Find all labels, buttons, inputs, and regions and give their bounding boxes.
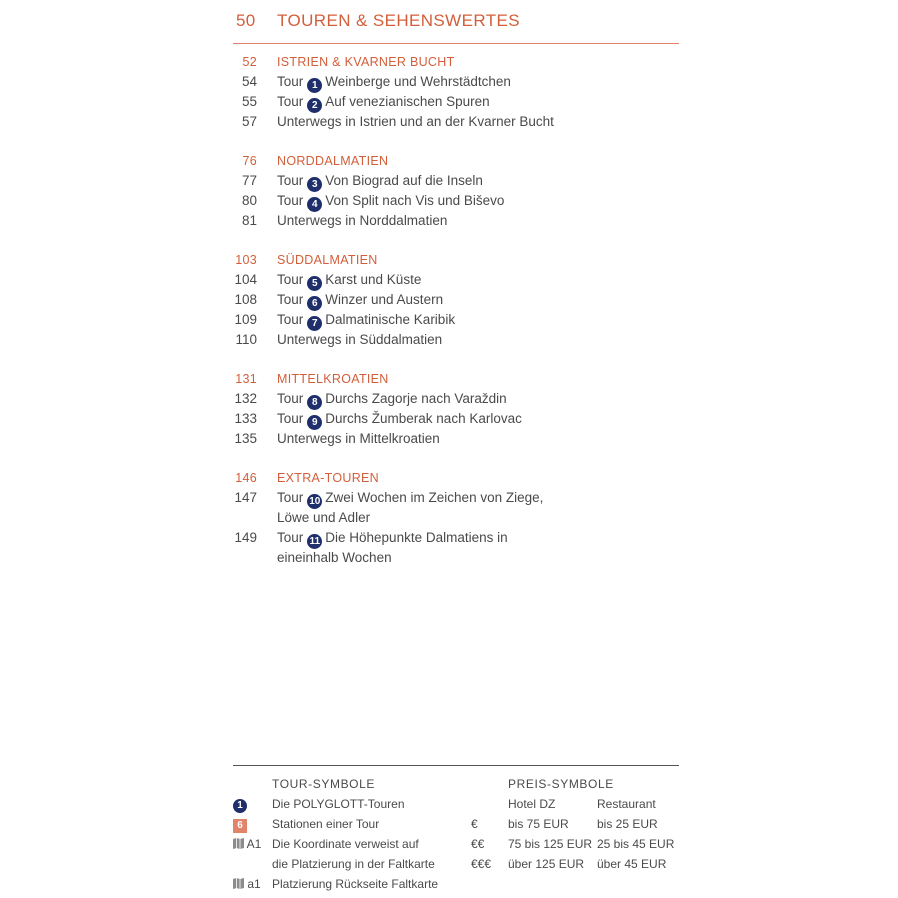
price-hotel-value: bis 75 EUR [508,817,569,831]
tour-number-icon: 1 [233,799,247,813]
header-page-number[interactable]: 50 [236,11,256,30]
legend-station-text: Stationen einer Tour [272,817,380,831]
entry-text-line [277,270,421,291]
legend-backside-text: Platzierung Rückseite Faltkarte [272,877,439,891]
toc-entry[interactable] [233,429,679,449]
entry-page-number: 77 [241,173,257,188]
toc-entry[interactable] [233,310,679,330]
header-title: TOUREN & SEHENSWERTES [277,11,520,30]
section-page-number: 52 [242,55,257,69]
tour-number-icon: 8 [307,395,322,410]
station-square-icon: 6 [233,819,247,833]
price-restaurant-value: 25 bis 45 EUR [597,837,675,851]
toc-section [233,369,679,449]
entry-page-number: 149 [234,530,257,545]
entry-text-line [277,409,522,430]
backside-coordinate-symbol: a1 [247,877,261,891]
entry-title: Zwei Wochen im Zeichen von Ziege, [325,490,544,505]
toc-entry[interactable] [233,270,679,290]
price-col-hotel: Hotel DZ [508,797,556,811]
entry-title: Durchs Zagorje nach Varaždin [325,391,507,406]
entry-text-line [277,528,508,549]
entry-title: Von Split nach Vis und Biševo [325,193,505,208]
legend-coordinate-text-cont: die Platzierung in der Faltkarte [272,857,435,871]
tour-number-icon: 7 [307,316,322,331]
folded-map-icon [233,838,244,849]
tour-label: Tour [277,193,304,208]
entry-title: Unterwegs in Mittelkroatien [277,431,440,446]
toc-entry[interactable] [233,112,679,132]
toc-entry-continuation [233,508,679,528]
toc-entry[interactable] [233,488,679,508]
legend-tour-circle-text: Die POLYGLOTT-Touren [272,797,405,811]
entry-title: Winzer und Austern [325,292,444,307]
price-symbol: €€ [471,837,485,851]
tour-number-icon: 1 [307,78,322,93]
tour-number-icon: 5 [307,276,322,291]
legend [233,765,679,895]
entry-page-number: 108 [234,292,257,307]
section-page-number: 131 [235,372,257,386]
entry-title-continuation: Löwe und Adler [277,510,371,525]
section-title: SÜDDALMATIEN [277,253,378,267]
toc-entry[interactable] [233,171,679,191]
tour-label: Tour [277,173,304,188]
entry-title: Von Biograd auf die Inseln [325,173,483,188]
toc-entry[interactable] [233,191,679,211]
entry-text-line [277,72,511,93]
entry-page-number: 81 [241,213,257,228]
tour-label: Tour [277,490,304,505]
toc-section [233,151,679,231]
tour-label: Tour [277,94,304,109]
folded-map-icon [233,878,244,889]
legend-tour-circle-row [233,794,247,814]
price-hotel-value: 75 bis 125 EUR [508,837,593,851]
entry-title-continuation: eineinhalb Wochen [277,550,392,565]
toc-entry[interactable] [233,72,679,92]
page-header [233,8,679,44]
entry-title: Unterwegs in Norddalmatien [277,213,448,228]
entry-title: Dalmatinische Karibik [325,312,456,327]
price-symbols-title: PREIS-SYMBOLE [508,777,614,791]
section-page-number: 146 [235,471,257,485]
entry-text-line [277,290,443,311]
section-heading[interactable] [233,151,679,171]
tour-number-icon: 10 [309,496,321,507]
price-restaurant-value: bis 25 EUR [597,817,658,831]
tour-label: Tour [277,530,304,545]
price-symbol: €€€ [471,857,492,871]
tour-number-icon: 2 [307,98,322,113]
entry-page-number: 133 [234,411,257,426]
entry-page-number: 147 [234,490,257,505]
toc-entry[interactable] [233,330,679,350]
legend-station-row [233,814,247,834]
section-page-number: 103 [235,253,257,267]
section-page-number: 76 [242,154,257,168]
entry-page-number: 132 [234,391,257,406]
tour-number-icon: 9 [307,415,322,430]
entry-text-line [277,112,554,132]
entry-page-number: 135 [234,431,257,446]
entry-page-number: 57 [241,114,257,129]
section-title: EXTRA-TOUREN [277,471,379,485]
entry-title: Durchs Žumberak nach Karlovac [325,411,522,426]
legend-coordinate-text: Die Koordinate verweist auf [272,837,419,851]
legend-backside-row [233,874,261,894]
toc-entry[interactable] [233,409,679,429]
section-title: MITTELKROATIEN [277,372,389,386]
price-restaurant-value: über 45 EUR [597,857,667,871]
entry-page-number: 54 [241,74,257,89]
legend-coordinate-row [233,834,261,854]
tour-label: Tour [277,272,304,287]
toc-section [233,468,679,568]
tour-label: Tour [277,411,304,426]
table-of-contents [233,52,679,587]
entry-page-number: 110 [235,332,257,347]
entry-text-line [277,191,504,212]
entry-title: Die Höhepunkte Dalmatiens in [325,530,508,545]
section-heading[interactable] [233,250,679,270]
entry-text-line [277,389,507,410]
entry-text-line [277,488,543,509]
toc-entry-continuation [233,548,679,568]
toc-entry[interactable] [233,92,679,112]
toc-entry[interactable] [233,389,679,409]
entry-title: Weinberge und Wehrstädtchen [325,74,511,89]
entry-text-line [277,171,483,192]
tour-number-icon: 6 [307,296,322,311]
tour-label: Tour [277,312,304,327]
tour-number-icon: 3 [307,177,322,192]
section-heading[interactable] [233,52,679,72]
entry-text-line [277,310,455,331]
entry-page-number: 104 [234,272,257,287]
tour-symbols-title: TOUR-SYMBOLE [272,777,375,791]
section-heading[interactable] [233,369,679,389]
entry-page-number: 109 [234,312,257,327]
entry-title: Karst und Küste [325,272,422,287]
section-heading[interactable] [233,468,679,488]
section-title: ISTRIEN & KVARNER BUCHT [277,55,455,69]
toc-entry[interactable] [233,290,679,310]
entry-text-line [277,211,447,231]
entry-text-line [277,92,490,113]
tour-label: Tour [277,391,304,406]
toc-entry[interactable] [233,211,679,231]
entry-page-number: 80 [241,193,257,208]
section-title: NORDDALMATIEN [277,154,389,168]
price-col-restaurant: Restaurant [597,797,656,811]
entry-page-number: 55 [241,94,257,109]
tour-label: Tour [277,74,304,89]
tour-number-icon: 11 [307,534,322,549]
entry-title: Unterwegs in Istrien und an der Kvarner Bucht [277,114,554,129]
toc-entry[interactable] [233,528,679,548]
price-hotel-value: über 125 EUR [508,857,585,871]
tour-number-icon: 4 [307,197,322,212]
price-symbol: € [471,817,478,831]
entry-title: Unterwegs in Süddalmatien [277,332,443,347]
entry-text-line [277,330,442,350]
coordinate-symbol: A1 [246,837,262,851]
toc-section [233,250,679,350]
entry-title: Auf venezianischen Spuren [325,94,490,109]
entry-text-line [277,429,440,449]
toc-section [233,52,679,132]
tour-label: Tour [277,292,304,307]
